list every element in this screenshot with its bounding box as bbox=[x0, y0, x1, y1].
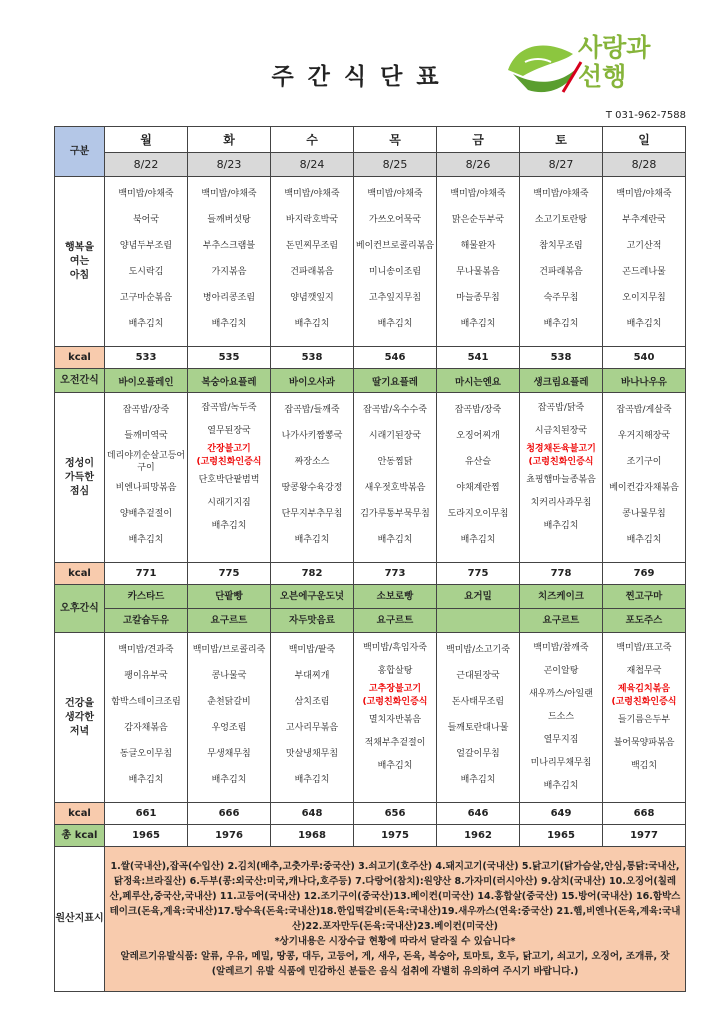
origin-label: 원산지표시 bbox=[55, 847, 105, 992]
menu-item: 백미밥/야채죽 bbox=[201, 189, 257, 199]
lunch-menu bbox=[603, 393, 686, 563]
am-snack-item: 마시는엔요 bbox=[437, 369, 520, 393]
total-kcal-value: 1976 bbox=[188, 825, 271, 847]
menu-item: 고추잎지무침 bbox=[368, 293, 422, 303]
pm-snack-item: 단팥빵 bbox=[188, 585, 270, 609]
lunch-kcal-value: 773 bbox=[354, 563, 437, 585]
breakfast-menu bbox=[271, 177, 354, 347]
am-snack-item: 바이오사과 bbox=[271, 369, 354, 393]
menu-item: 시래기지짐 bbox=[207, 498, 251, 508]
menu-item: 들깨토란대나물 bbox=[447, 723, 509, 733]
dinner-kcal-value: 668 bbox=[603, 803, 686, 825]
dinner-menu bbox=[603, 633, 686, 803]
menu-item: 맑은순두부국 bbox=[451, 215, 505, 225]
menu-item: 미니송이조림 bbox=[368, 267, 422, 277]
breakfast-menu bbox=[354, 177, 437, 347]
menu-item: 양념두부조림 bbox=[119, 241, 173, 251]
lunch-kcal-value: 782 bbox=[271, 563, 354, 585]
menu-item: 배추김치 bbox=[460, 535, 496, 545]
breakfast-kcal-value: 541 bbox=[437, 347, 520, 369]
menu-item: 비엔나피망볶음 bbox=[115, 483, 177, 493]
lunch-kcal-label: kcal bbox=[55, 563, 105, 585]
menu-item: 배추김치 bbox=[377, 319, 413, 329]
menu-item: 배추김치 bbox=[626, 319, 662, 329]
day-of-week: 일 bbox=[603, 127, 686, 153]
menu-item: 새우까스/아일랜 bbox=[529, 689, 593, 699]
menu-item: 배추김치 bbox=[211, 319, 247, 329]
breakfast-label: 행복을 여는 아침 bbox=[55, 177, 105, 347]
pm-snack-item: 고칼슘두유 bbox=[123, 615, 169, 626]
menu-item: 데리야끼순살고등어구이 bbox=[106, 451, 186, 473]
pm-snack-item: 요구르트 bbox=[376, 615, 414, 626]
menu-item: 소고기토란탕 bbox=[534, 215, 588, 225]
am-snack-item: 바이오플레인 bbox=[105, 369, 188, 393]
category-label: 구분 bbox=[55, 127, 105, 177]
day-of-week: 수 bbox=[271, 127, 354, 153]
menu-item: 근대된장국 bbox=[456, 671, 500, 681]
pm-snack-cell bbox=[188, 585, 271, 633]
menu-item: 단무지부추무침 bbox=[281, 509, 343, 519]
day-of-week: 월 bbox=[105, 127, 188, 153]
breakfast-menu bbox=[437, 177, 520, 347]
menu-item: 해물완자 bbox=[460, 241, 496, 251]
breakfast-kcal-value: 540 bbox=[603, 347, 686, 369]
menu-item: 백미밥/야채죽 bbox=[616, 189, 672, 199]
day-of-week: 화 bbox=[188, 127, 271, 153]
menu-item: 땅콩왕수육강정 bbox=[281, 483, 343, 493]
menu-item: 잡곡밥/녹두죽 bbox=[201, 403, 257, 413]
breakfast-kcal-value: 535 bbox=[188, 347, 271, 369]
lunch-label: 정성이 가득한 점심 bbox=[55, 393, 105, 563]
menu-item: 마늘종무침 bbox=[456, 293, 500, 303]
menu-item: 건파래볶음 bbox=[290, 267, 334, 277]
lunch-menu bbox=[520, 393, 603, 563]
menu-item: 재첩무국 bbox=[626, 666, 662, 676]
breakfast-kcal-value: 533 bbox=[105, 347, 188, 369]
dinner-kcal-value: 666 bbox=[188, 803, 271, 825]
menu-item: 백미밥/흑임자죽 bbox=[363, 643, 427, 653]
menu-item: 홍합살탕 bbox=[377, 666, 413, 676]
pm-snack-item: 치즈케이크 bbox=[520, 585, 602, 609]
note-allergy-note: (알레르기 유발 식품에 민감하신 분들은 음식 섭취에 각별히 유의하여 주시기 바랍니다.) bbox=[211, 966, 579, 977]
pm-snack-cell bbox=[105, 585, 188, 633]
dinner-kcal-value: 661 bbox=[105, 803, 188, 825]
menu-item: 백미밥/브로콜리죽 bbox=[192, 645, 266, 655]
lunch-menu bbox=[354, 393, 437, 563]
menu-item: 배추김치 bbox=[128, 775, 164, 785]
menu-item: 북어국 bbox=[132, 215, 160, 225]
menu-item: 부추스크램블 bbox=[202, 241, 256, 251]
menu-item: 불어묵양파볶음 bbox=[613, 738, 675, 748]
menu-item: 배추김치 bbox=[543, 521, 579, 531]
menu-item: 배추김치 bbox=[211, 775, 247, 785]
menu-item: 배추김치 bbox=[294, 319, 330, 329]
menu-item: 배추김치 bbox=[294, 775, 330, 785]
menu-item: 배추김치 bbox=[377, 761, 413, 771]
menu-item: 배추김치 bbox=[543, 781, 579, 791]
pm-snack-item: 요구르트 bbox=[210, 615, 248, 626]
dinner-kcal-value: 656 bbox=[354, 803, 437, 825]
date-cell: 8/26 bbox=[437, 153, 520, 177]
date-cell: 8/28 bbox=[603, 153, 686, 177]
menu-item: 들깨버섯탕 bbox=[207, 215, 251, 225]
menu-item: 오이지무침 bbox=[622, 293, 666, 303]
menu-item: 적채부추겉절이 bbox=[364, 738, 426, 748]
menu-item: 들깨미역국 bbox=[124, 431, 168, 441]
dinner-menu bbox=[188, 633, 271, 803]
total-kcal-value: 1975 bbox=[354, 825, 437, 847]
day-of-week: 목 bbox=[354, 127, 437, 153]
menu-item: 열무된장국 bbox=[207, 426, 251, 436]
menu-item: 야채계란찜 bbox=[456, 483, 500, 493]
menu-item: 배추김치 bbox=[377, 535, 413, 545]
pm-snack-item: 요거밀 bbox=[437, 585, 519, 609]
menu-item: (고령친화인증식 bbox=[611, 697, 677, 707]
menu-item: 도시락김 bbox=[128, 267, 164, 277]
menu-item: 잡곡밥/장죽 bbox=[122, 405, 170, 415]
menu-item: 부추계란국 bbox=[622, 215, 666, 225]
dinner-kcal-value: 649 bbox=[520, 803, 603, 825]
total-kcal-value: 1965 bbox=[520, 825, 603, 847]
dinner-kcal-label: kcal bbox=[55, 803, 105, 825]
menu-item: 제육김치볶음 bbox=[617, 684, 671, 694]
dinner-menu bbox=[105, 633, 188, 803]
menu-item: 숙주무침 bbox=[543, 293, 579, 303]
menu-item: 시금치된장국 bbox=[534, 426, 588, 436]
total-kcal-value: 1977 bbox=[603, 825, 686, 847]
menu-item: 열무지짐 bbox=[543, 735, 579, 745]
pm-snack-item bbox=[437, 609, 519, 632]
menu-item: 동글오이무침 bbox=[119, 749, 173, 759]
date-cell: 8/24 bbox=[271, 153, 354, 177]
menu-item: 백미밥/팥죽 bbox=[288, 645, 336, 655]
menu-item: 백미밥/야채죽 bbox=[533, 189, 589, 199]
am-snack-label: 오전간식 bbox=[55, 369, 105, 393]
pm-snack-item: 오븐에구운도넛 bbox=[271, 585, 353, 609]
lunch-menu bbox=[437, 393, 520, 563]
breakfast-kcal-value: 546 bbox=[354, 347, 437, 369]
breakfast-menu bbox=[520, 177, 603, 347]
logo-text: 사랑과 선행 bbox=[578, 33, 651, 91]
menu-item: 돈사태무조림 bbox=[451, 697, 505, 707]
menu-item: 감자채볶음 bbox=[124, 723, 168, 733]
menu-item: 들기름은두부 bbox=[617, 715, 671, 725]
menu-item: 드소스 bbox=[547, 712, 575, 722]
menu-item: 단호박단팥범벅 bbox=[198, 475, 260, 485]
menu-item: 백미밥/소고기죽 bbox=[446, 645, 510, 655]
dinner-menu bbox=[520, 633, 603, 803]
dinner-label: 건강을 생각한 저녁 bbox=[55, 633, 105, 803]
lunch-menu bbox=[188, 393, 271, 563]
menu-item: 춘천닭갈비 bbox=[207, 697, 251, 707]
menu-item: 도라지오이무침 bbox=[447, 509, 509, 519]
menu-item: 안동찜닭 bbox=[377, 457, 413, 467]
total-kcal-value: 1962 bbox=[437, 825, 520, 847]
total-kcal-value: 1965 bbox=[105, 825, 188, 847]
menu-item: 곤이알탕 bbox=[543, 666, 579, 676]
lunch-kcal-value: 775 bbox=[437, 563, 520, 585]
pm-snack-item: 포도주스 bbox=[625, 615, 663, 626]
am-snack-item: 생크림요플레 bbox=[520, 369, 603, 393]
menu-item: 쵸핑햄마늘종볶음 bbox=[526, 475, 596, 485]
breakfast-menu bbox=[603, 177, 686, 347]
menu-item: 새우젓호박볶음 bbox=[364, 483, 426, 493]
breakfast-kcal-label: kcal bbox=[55, 347, 105, 369]
dinner-menu bbox=[437, 633, 520, 803]
menu-item: 조기구이 bbox=[626, 457, 662, 467]
am-snack-item: 복숭아요플레 bbox=[188, 369, 271, 393]
menu-item: 잡곡밥/장죽 bbox=[454, 405, 502, 415]
menu-item: 배추김치 bbox=[211, 521, 247, 531]
menu-item: 바지락호박국 bbox=[285, 215, 339, 225]
pm-snack-item: 찐고구마 bbox=[603, 585, 685, 609]
menu-item: 나가사키짬뽕국 bbox=[281, 431, 343, 441]
menu-item: 백미밥/견과죽 bbox=[118, 645, 174, 655]
menu-item: 백미밥/야채죽 bbox=[118, 189, 174, 199]
date-cell: 8/22 bbox=[105, 153, 188, 177]
menu-item: 배추김치 bbox=[626, 535, 662, 545]
lunch-kcal-value: 769 bbox=[603, 563, 686, 585]
menu-item: 백미밥/참깨죽 bbox=[533, 643, 589, 653]
pm-snack-item: 요구르트 bbox=[542, 615, 580, 626]
menu-item: 배추김치 bbox=[543, 319, 579, 329]
menu-item: 고사리무볶음 bbox=[285, 723, 339, 733]
menu-item: 맛살냉채무침 bbox=[285, 749, 339, 759]
menu-item: 콩나물국 bbox=[211, 671, 247, 681]
pm-snack-cell bbox=[603, 585, 686, 633]
menu-item: 잡곡밥/게살죽 bbox=[616, 405, 672, 415]
lunch-kcal-value: 771 bbox=[105, 563, 188, 585]
menu-item: 양배추겉절이 bbox=[119, 509, 173, 519]
menu-item: 배추김치 bbox=[460, 775, 496, 785]
page-title: 주간식단표 bbox=[271, 64, 453, 90]
breakfast-kcal-value: 538 bbox=[520, 347, 603, 369]
menu-item: 치커리사과무침 bbox=[530, 498, 592, 508]
dinner-menu bbox=[271, 633, 354, 803]
menu-item: 얼갈이무침 bbox=[456, 749, 500, 759]
menu-item: 가쓰오어묵국 bbox=[368, 215, 422, 225]
dinner-kcal-value: 648 bbox=[271, 803, 354, 825]
day-of-week: 금 bbox=[437, 127, 520, 153]
am-snack-item: 딸기요플레 bbox=[354, 369, 437, 393]
pm-snack-item: 자두맛음료 bbox=[289, 615, 335, 626]
menu-item: 가지볶음 bbox=[211, 267, 247, 277]
menu-item: 배추김치 bbox=[294, 535, 330, 545]
menu-item: (고령친화인증식 bbox=[362, 697, 428, 707]
menu-item: 배추김치 bbox=[460, 319, 496, 329]
menu-item: 양념깻잎지 bbox=[290, 293, 334, 303]
menu-item: 베이컨감자채볶음 bbox=[609, 483, 679, 493]
menu-item: 김가루통부묵무침 bbox=[360, 509, 430, 519]
pm-snack-cell bbox=[437, 585, 520, 633]
pm-snack-item: 카스타드 bbox=[105, 585, 187, 609]
pm-snack-cell bbox=[520, 585, 603, 633]
weekly-menu-table bbox=[54, 126, 686, 992]
menu-item: 배추김치 bbox=[128, 319, 164, 329]
menu-item: 청경채돈육불고기 bbox=[526, 444, 596, 454]
total-kcal-value: 1968 bbox=[271, 825, 354, 847]
pm-snack-cell bbox=[271, 585, 354, 633]
menu-item: 고추장불고기 bbox=[368, 684, 422, 694]
lunch-menu bbox=[271, 393, 354, 563]
total-kcal-label: 총 kcal bbox=[55, 825, 105, 847]
menu-item: 시래기된장국 bbox=[368, 431, 422, 441]
menu-item: 무나물볶음 bbox=[456, 267, 500, 277]
breakfast-menu bbox=[105, 177, 188, 347]
breakfast-menu bbox=[188, 177, 271, 347]
menu-item: 백미밥/야채죽 bbox=[284, 189, 340, 199]
menu-item: 잡곡밥/들깨죽 bbox=[284, 405, 340, 415]
dinner-kcal-value: 646 bbox=[437, 803, 520, 825]
menu-item: 팽이유부국 bbox=[124, 671, 168, 681]
menu-item: 간장불고기 bbox=[207, 444, 251, 454]
menu-item: 우거지해장국 bbox=[617, 431, 671, 441]
menu-item: 건파래볶음 bbox=[539, 267, 583, 277]
breakfast-kcal-value: 538 bbox=[271, 347, 354, 369]
menu-item: 잡곡밥/닭죽 bbox=[537, 403, 585, 413]
date-cell: 8/25 bbox=[354, 153, 437, 177]
lunch-menu bbox=[105, 393, 188, 563]
date-cell: 8/27 bbox=[520, 153, 603, 177]
menu-item: 무생채무침 bbox=[207, 749, 251, 759]
menu-item: 멸치자반볶음 bbox=[368, 715, 422, 725]
pm-snack-cell bbox=[354, 585, 437, 633]
menu-item: 함박스테이크조림 bbox=[111, 697, 181, 707]
day-of-week: 토 bbox=[520, 127, 603, 153]
note-origin: 1.쌀(국내산),잡곡(수입산) 2.김치(배추,고춧가루:중국산) 3.쇠고기(호주산) 4.돼지고기(국내산) 5.닭고기(닭가슴살,안심,통닭:국내산,닭정육:브라질산) 6.두부(콩:외국산:미국,캐나다,호주등) 7.다랑어(참치):원양산 8.가자미(러시아산) 9.삼치(국내산) 10.오징어(칠레산,페루산,중국산,국내산) 11.고등어(국내산) 12.조기구이(중국산)13.베이컨(미국산) 14.홍합살(중국산) 15.방어(국내산) 16.함박스테이크(돈육,계육:국내산)17.탕수육(돈육:국내산)18.한입떡갈비(돈육:국내산)19.새우까스(연육:중국산) 21.햄,비엔나(돈육,계육:국내산)22.포자만두(돈육:국내산)23.베이컨(미국산) bbox=[109, 861, 681, 932]
note-notice: *상기내용은 시장수급 현황에 따라서 달라질 수 있습니다* bbox=[274, 936, 516, 947]
menu-item: 참치무조림 bbox=[539, 241, 583, 251]
menu-item: 곤드레나물 bbox=[622, 267, 666, 277]
menu-item: 짜장소스 bbox=[294, 457, 330, 467]
menu-item: 백미밥/야채죽 bbox=[450, 189, 506, 199]
menu-item: 백미밥/야채죽 bbox=[367, 189, 423, 199]
menu-item: 백김치 bbox=[630, 761, 658, 771]
dinner-menu bbox=[354, 633, 437, 803]
am-snack-item: 바나나우유 bbox=[603, 369, 686, 393]
lunch-kcal-value: 775 bbox=[188, 563, 271, 585]
menu-item: 돈민찌무조림 bbox=[285, 241, 339, 251]
origin-notes bbox=[105, 847, 686, 992]
phone-number: T 031-962-7588 bbox=[605, 110, 686, 121]
menu-item: (고령친화인증식 bbox=[196, 457, 262, 467]
menu-item: 베이컨브로콜리볶음 bbox=[355, 241, 435, 251]
note-allergy: 알레르기유발식품: 알류, 우유, 메밀, 땅콩, 대두, 고등어, 게, 새우, 돈육, 복숭아, 토마토, 호두, 닭고기, 쇠고기, 오징어, 조개류, 잣 bbox=[120, 951, 670, 962]
menu-item: 오징어찌개 bbox=[456, 431, 500, 441]
menu-item: 유산슬 bbox=[464, 457, 492, 467]
lunch-kcal-value: 778 bbox=[520, 563, 603, 585]
menu-item: 잡곡밥/옥수수죽 bbox=[363, 405, 427, 415]
menu-item: 고기산적 bbox=[626, 241, 662, 251]
menu-item: 우엉조림 bbox=[211, 723, 247, 733]
pm-snack-item: 소보로빵 bbox=[354, 585, 436, 609]
menu-item: 백미밥/표고죽 bbox=[616, 643, 672, 653]
date-cell: 8/23 bbox=[188, 153, 271, 177]
menu-item: 부대찌개 bbox=[294, 671, 330, 681]
menu-item: 콩나물무침 bbox=[622, 509, 666, 519]
menu-item: 병아리콩조림 bbox=[202, 293, 256, 303]
menu-item: (고령친화인증식 bbox=[528, 457, 594, 467]
menu-item: 고구마순볶음 bbox=[119, 293, 173, 303]
menu-item: 배추김치 bbox=[128, 535, 164, 545]
menu-item: 미나리무채무침 bbox=[530, 758, 592, 768]
pm-snack-label: 오후간식 bbox=[55, 585, 105, 633]
menu-item: 삼치조림 bbox=[294, 697, 330, 707]
